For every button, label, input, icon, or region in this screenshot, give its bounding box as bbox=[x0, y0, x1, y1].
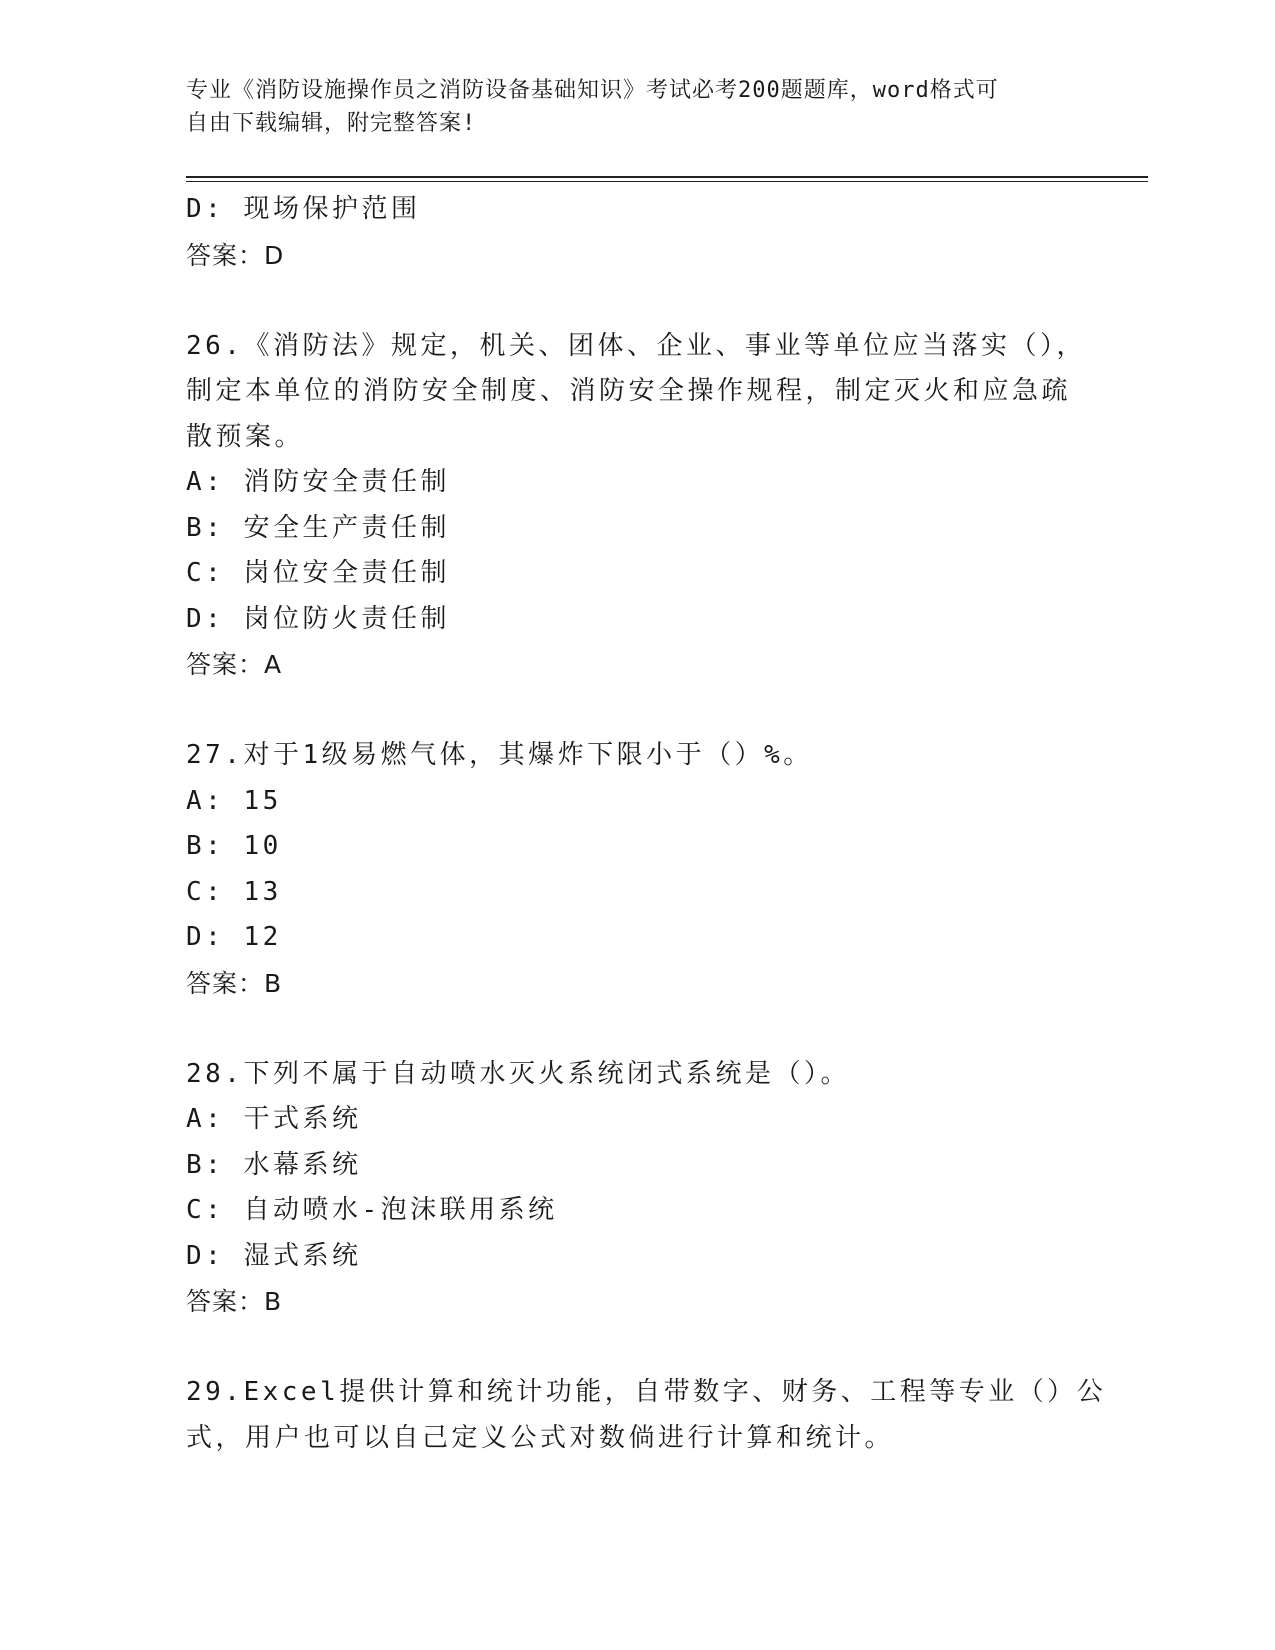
question-27-answer: 答案：B bbox=[186, 968, 283, 998]
prev-option-d: D: 现场保护范围 bbox=[186, 194, 421, 224]
question-26 bbox=[186, 324, 1086, 688]
question-28-option-a: A: 干式系统 bbox=[186, 1104, 362, 1134]
spacer bbox=[186, 278, 1086, 324]
question-26-option-c: C: 岗位安全责任制 bbox=[186, 558, 450, 588]
question-26-option-b: B: 安全生产责任制 bbox=[186, 512, 450, 543]
question-27-option-c: C: 13 bbox=[186, 876, 282, 907]
question-29-stem-line-2: 式，用户也可以自己定义公式对数倘进行计算和统计。 bbox=[186, 1422, 895, 1453]
header-divider-thick bbox=[186, 176, 1148, 178]
header-title-line-1: 专业《消防设施操作员之消防设备基础知识》考试必考200题题库，word格式可 bbox=[186, 78, 999, 103]
spacer bbox=[186, 1325, 1086, 1371]
header-divider-thin bbox=[186, 181, 1148, 182]
question-26-stem-line-2: 制定本单位的消防安全制度、消防安全操作规程，制定灭火和应急疏 bbox=[186, 376, 1072, 406]
question-28-stem: 28.下列不属于自动喷水灭火系统闭式系统是（）。 bbox=[186, 1058, 850, 1089]
question-27 bbox=[186, 733, 1046, 1006]
question-28-option-c: C: 自动喷水-泡沫联用系统 bbox=[186, 1195, 558, 1225]
spacer bbox=[186, 1006, 1086, 1052]
question-27-option-d: D: 12 bbox=[186, 922, 282, 952]
question-29 bbox=[186, 1370, 1107, 1461]
document-header bbox=[186, 74, 1066, 140]
header-title-line-2: 自由下载编辑，附完整答案! bbox=[186, 111, 477, 136]
question-26-option-d: D: 岗位防火责任制 bbox=[186, 603, 450, 634]
question-28 bbox=[186, 1052, 1046, 1325]
question-28-answer: 答案：B bbox=[186, 1287, 283, 1316]
spacer bbox=[186, 688, 1086, 734]
question-28-option-b: B: 水幕系统 bbox=[186, 1149, 362, 1180]
question-29-stem-line-1: 29.Excel提供计算和统计功能，自带数字、财务、工程等专业（）公 bbox=[186, 1377, 1107, 1407]
prev-answer: 答案：D bbox=[186, 240, 285, 270]
question-27-option-a: A: 15 bbox=[186, 785, 282, 816]
question-27-stem: 27.对于1级易燃气体，其爆炸下限小于（）%。 bbox=[186, 740, 813, 770]
question-27-option-b: B: 10 bbox=[186, 831, 282, 861]
question-26-stem-line-1: 26.《消防法》规定，机关、团体、企业、事业等单位应当落实（）， bbox=[186, 330, 1086, 361]
question-26-stem-line-3: 散预案。 bbox=[186, 421, 305, 452]
question-26-option-a: A: 消防安全责任制 bbox=[186, 467, 450, 497]
question-26-answer: 答案：A bbox=[186, 650, 283, 679]
question-28-option-d: D: 湿式系统 bbox=[186, 1240, 362, 1271]
document-body bbox=[186, 187, 1107, 1461]
